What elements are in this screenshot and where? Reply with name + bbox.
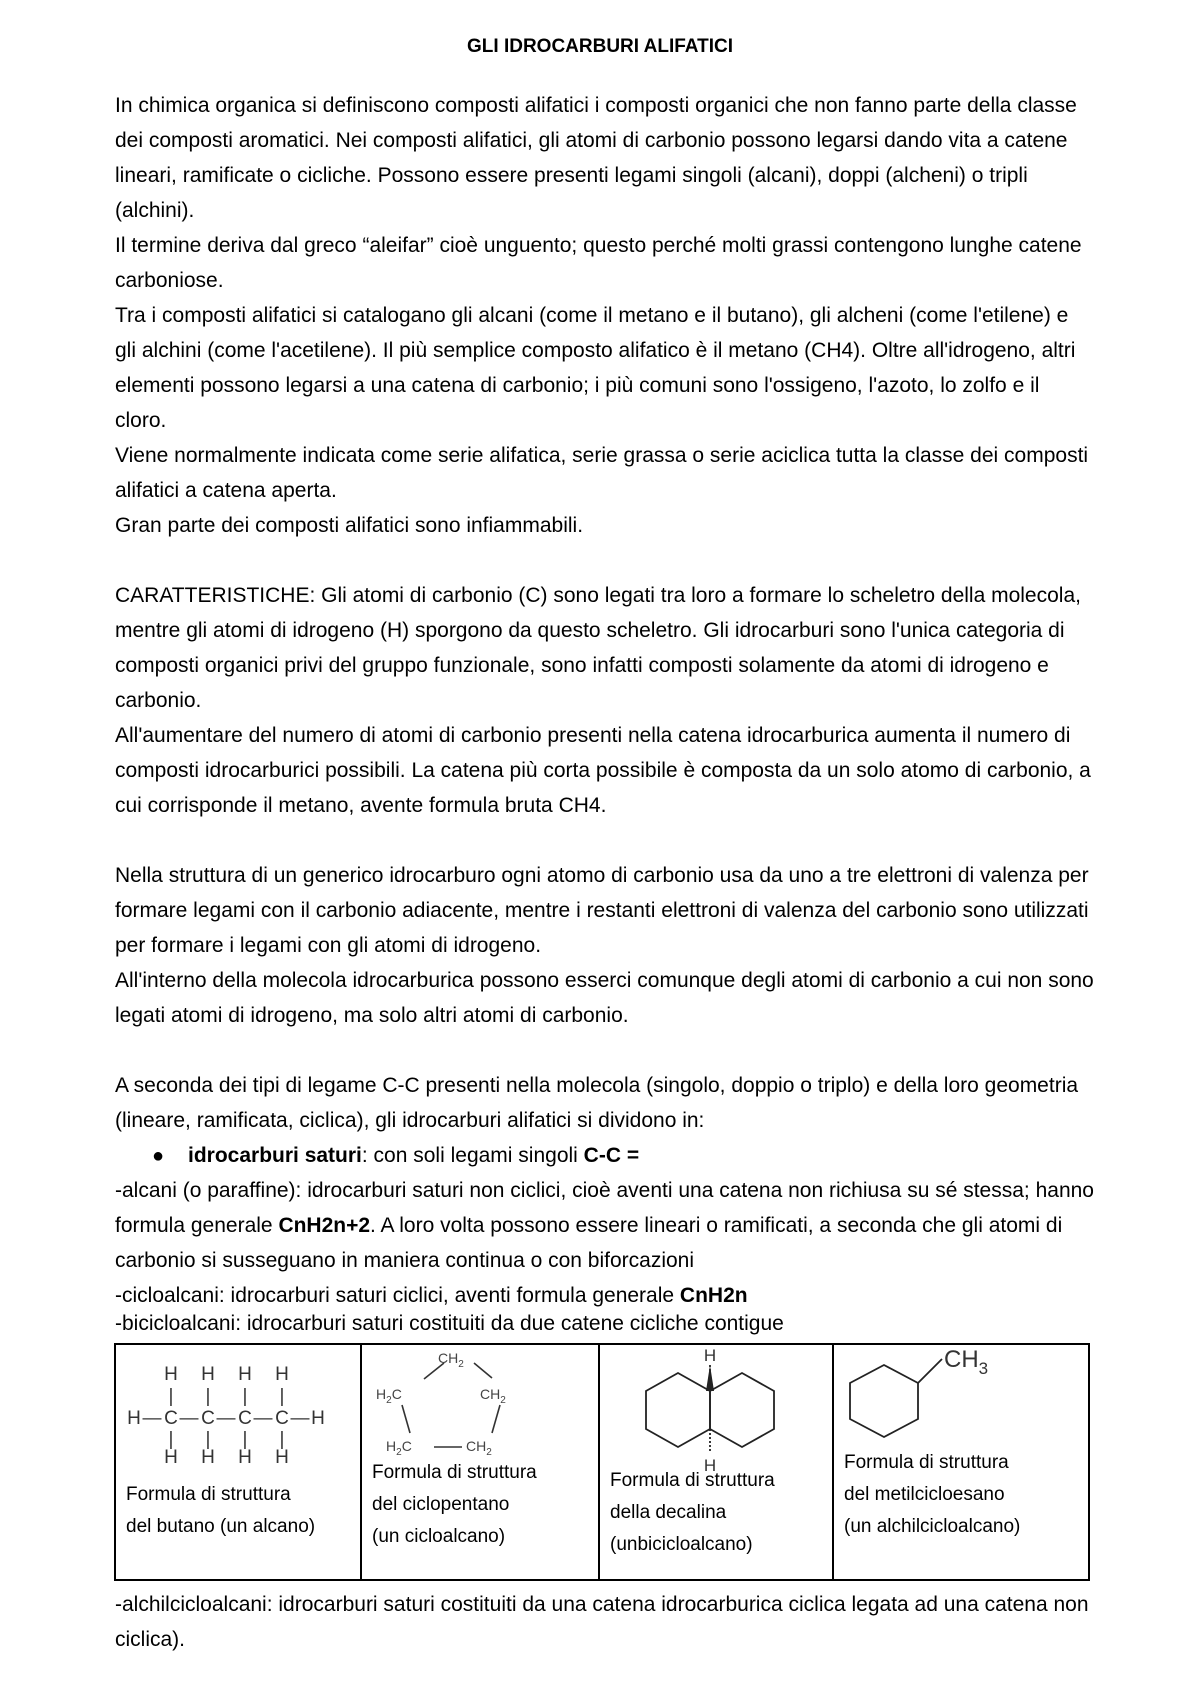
paragraph-definition: In chimica organica si definiscono composti alifatici i composti organici che non fanno parte della classe dei composti aromatici. Nei composti alifatici, gli atomi di carbonio possono legarsi dando vita a catene lineari, ramificate o cicliche. Possono essere presenti legami singoli (alcani), doppi (alcheni) o tripli (alchini). [115,94,1077,222]
paragraph-carbon-count: All'aumentare del numero di atomi di carbonio presenti nella catena idrocarburica aumenta il numero di composti idrocarburici possibili. La catena più corta possibile è composta da un solo atomo di carbonio, a cui corrisponde il metano, avente formula bruta CH4. [115,724,1091,817]
h2c-left: $H_2C$ [376,1386,402,1406]
paragraph-valence-electrons: Nella struttura di un generico idrocarburo ogni atomo di carbonio usa da uno a tre elettroni di valenza per formare legami con il carbonio adiacente, mentre i restanti elettroni di valenza del carbonio sono utilizzati per formare i legami con gli atomi di idrogeno. [115,864,1089,957]
wedge-bond [706,1365,714,1391]
ring-hexagon [850,1365,918,1437]
bond-vertical: | [279,1429,285,1450]
bond-vertical: | [168,1429,174,1450]
atom-c: C [164,1408,178,1429]
bond-horizontal: — [290,1408,310,1429]
atom-h: H [703,1456,717,1475]
list-item-saturated [152,1138,1092,1174]
saturated-text: : con soli legami singoli [361,1144,584,1167]
ch2-bottom: $CH_2$ [466,1438,492,1458]
saturated-term: idrocarburi saturi [188,1144,362,1167]
ch3-label: $CH_3$ [944,1346,989,1378]
saturated-bond: C-C = [583,1144,640,1167]
paragraph-alchilcicloalcani: -alchilcicloalcani: idrocarburi saturi costituiti da una catena idrocarburica ciclica legata ad una catena non ciclica). [115,1593,1089,1651]
paragraph-alcani: -alcani (o paraffine): idrocarburi saturi non ciclici, cioè aventi una catena non richiusa su sé stessa; hanno formula generale CnH2n+2. A loro volta possono essere lineari o ramificati, a seconda che gli atomi di carbonio si susseguano in maniera continua o con biforcazioni [115,1179,1094,1272]
decalina-structure [600,1345,832,1475]
atom-c: C [238,1408,252,1429]
bond-horizontal: — [142,1408,162,1429]
formulas-table [114,1343,1090,1581]
cell-butano [115,1344,361,1580]
bond-vertical: | [242,1386,248,1407]
atom-c: C [201,1408,215,1429]
cell-metilcicloesano [833,1344,1089,1580]
atom-h: H [275,1447,289,1468]
atom-h: H [238,1364,252,1385]
caption-ciclopentano: Formula di struttura del ciclopentano (un cicloalcano) [372,1462,537,1547]
cell-decalina [599,1344,833,1580]
atom-h: H [201,1364,215,1385]
atom-h: H [164,1364,178,1385]
bond-line [918,1359,942,1383]
bond-horizontal: — [253,1408,273,1429]
atom-h: H [127,1408,141,1429]
bond-line [474,1363,492,1378]
bond-vertical: | [205,1429,211,1450]
bond-vertical: | [168,1386,174,1407]
atom-c: C [275,1408,289,1429]
bond-line [492,1405,500,1433]
paragraph-quaternary-carbon: All'interno della molecola idrocarburica possono esserci comunque degli atomi di carbonio a cui non sono legati atomi di idrogeno, ma solo altri atomi di carbonio. [115,969,1094,1027]
bullet-icon: ● [152,1145,165,1167]
ch2-right: $CH_2$ [480,1386,506,1406]
paragraph-bicicloalcani: -bicicloalcani: idrocarburi saturi costituiti da due catene cicliche contigue [115,1312,784,1335]
paragraph-characteristics: CARATTERISTICHE: Gli atomi di carbonio (C) sono legati tra loro a formare lo scheletro della molecola, mentre gli atomi di idrogeno (H) sporgono da questo scheletro. Gli idrocarburi sono l'unica categoria di composti organici privi del gruppo funzionale, sono infatti composti solamente da atomi di idrogeno e carbonio. [115,584,1081,712]
cicloalcani-formula: CnH2n [679,1284,748,1307]
caption-metilcicloesano: Formula di struttura del metilcicloesano (un alchilcicloalcano) [844,1452,1021,1537]
ring-left [646,1373,710,1447]
ring-right [710,1373,774,1447]
atom-h: H [311,1408,325,1429]
atom-h: H [703,1346,717,1365]
ch2-top: $CH_2$ [438,1350,464,1370]
paragraph-etymology: Il termine deriva dal greco “aleifar” cioè unguento; questo perché molti grassi contengono lunghe catene carboniose. [115,234,1082,292]
bond-line [402,1405,410,1433]
bond-vertical: | [205,1386,211,1407]
bond-horizontal: — [179,1408,199,1429]
atom-h: H [275,1364,289,1385]
bond-vertical: | [242,1429,248,1450]
ciclopentano-structure [362,1345,598,1465]
alcani-formula: CnH2n+2 [278,1214,371,1237]
butano-structure [116,1345,360,1468]
paragraph-examples: Tra i composti alifatici si catalogano gli alcani (come il metano e il butano), gli alcheni (come l'etilene) e gli alchini (come l'acetilene). Il più semplice composto alifatico è il metano (CH4). Oltre all'idrogeno, altri elementi possono legarsi a una catena di carbonio; i più comuni sono l'ossigeno, l'azoto, lo zolfo e il cloro. [115,304,1076,432]
atom-h: H [238,1447,252,1468]
caption-decalina: Formula di struttura della decalina (unbicicloalcano) [610,1470,775,1555]
atom-h: H [164,1447,178,1468]
paragraph-aliphatic-series: Viene normalmente indicata come serie alifatica, serie grassa o serie aciclica tutta la classe dei composti alifatici a catena aperta. [115,444,1089,502]
page-title: GLI IDROCARBURI ALIFATICI [467,36,733,57]
caption-butano: Formula di struttura del butano (un alcano) [126,1484,316,1537]
paragraph-classification: A seconda dei tipi di legame C-C presenti nella molecola (singolo, doppio o triplo) e della loro geometria (lineare, ramificata, ciclica), gli idrocarburi alifatici si dividono in: [115,1074,1079,1132]
paragraph-cicloalcani: -cicloalcani: idrocarburi saturi ciclici, aventi formula generale CnH2n [115,1284,748,1307]
bond-vertical: | [279,1386,285,1407]
bond-horizontal: — [216,1408,236,1429]
cell-ciclopentano [361,1344,599,1580]
atom-h: H [201,1447,215,1468]
paragraph-flammability: Gran parte dei composti alifatici sono infiammabili. [115,514,584,537]
h2c-bottom: $H_2C$ [386,1438,412,1458]
